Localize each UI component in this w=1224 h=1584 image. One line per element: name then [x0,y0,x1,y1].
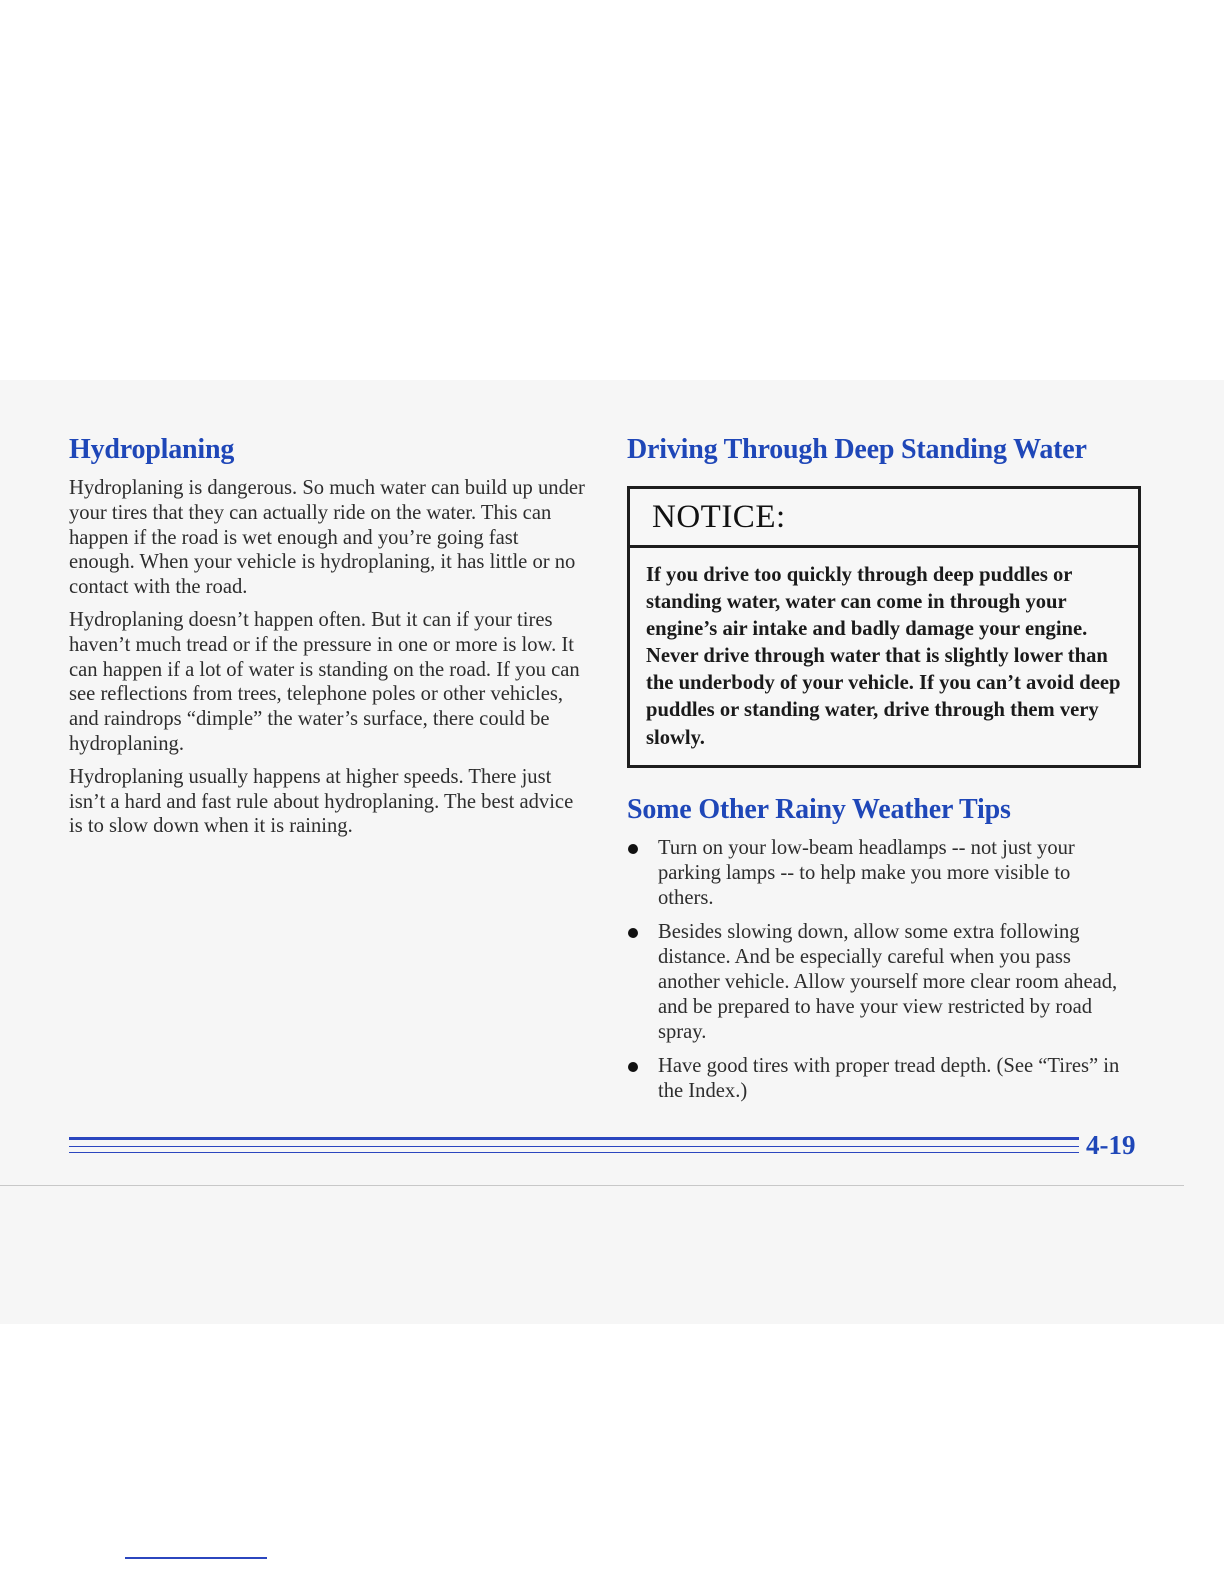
tip-text: Turn on your low-beam headlamps -- not just your parking lamps -- to help make you more visible to others. [658,837,1075,909]
notice-box [627,486,1141,768]
scan-divider [0,1185,1184,1186]
left-column [69,432,589,847]
list-item [627,836,1128,910]
rainy-tips-list [627,836,1147,1104]
deep-water-heading: Driving Through Deep Standing Water [627,434,1087,465]
notice-title-row [630,489,1138,548]
footer-rule-line-thin-1 [69,1146,1079,1147]
footer-rule-line-thin-2 [69,1152,1079,1153]
bullet-icon [628,844,638,854]
list-item [627,920,1128,1044]
hydroplaning-paragraph-3: Hydroplaning usually happens at higher speeds. There just isn’t a hard and fast rule about hydroplaning. The best advice is to slow down when it is raining. [69,765,574,838]
hydroplaning-paragraph-1: Hydroplaning is dangerous. So much water can build up under your tires that they can actually ride on the water. This can happen if the road is wet enough and you’re going fast enough. When your vehicle is hydroplaning, it has little or no contact with the road. [69,477,585,599]
right-column [627,432,1147,1114]
hydroplaning-heading: Hydroplaning [69,434,235,465]
notice-title: NOTICE: [652,498,786,535]
notice-text: If you drive too quickly through deep puddles or standing water, water can come in through your engine’s air intake and badly damage your engine. Never drive through water that is slightly lower than the underbody of your vehicle. If you can’t avoid deep puddles or standing water, drive through them very slowly. [646,564,1121,749]
tip-text: Besides slowing down, allow some extra following distance. And be especially careful when you pass another vehicle. Allow yourself more clear room ahead, and be prepared to have your view restricted by road spray. [658,921,1118,1043]
footer-rule [69,1137,1079,1157]
rainy-tips-heading: Some Other Rainy Weather Tips [627,794,1011,825]
hydroplaning-paragraph-2: Hydroplaning doesn’t happen often. But it can if your tires haven’t much tread or if the pressure in one or more is low. It can happen if a lot of water is standing on the road. If you can see reflections from trees, telephone poles or other vehicles, and raindrops “dimple” the water’s surface, there could be hydroplaning. [69,608,580,755]
bullet-icon [628,1062,638,1072]
footer-rule-line-thick [69,1137,1079,1140]
bullet-icon [628,928,638,938]
footer-link-underline [125,1557,267,1559]
list-item [627,1054,1128,1104]
page-number: 4-19 [1086,1130,1136,1160]
tip-text: Have good tires with proper tread depth. (See “Tires” in the Index.) [658,1055,1120,1103]
